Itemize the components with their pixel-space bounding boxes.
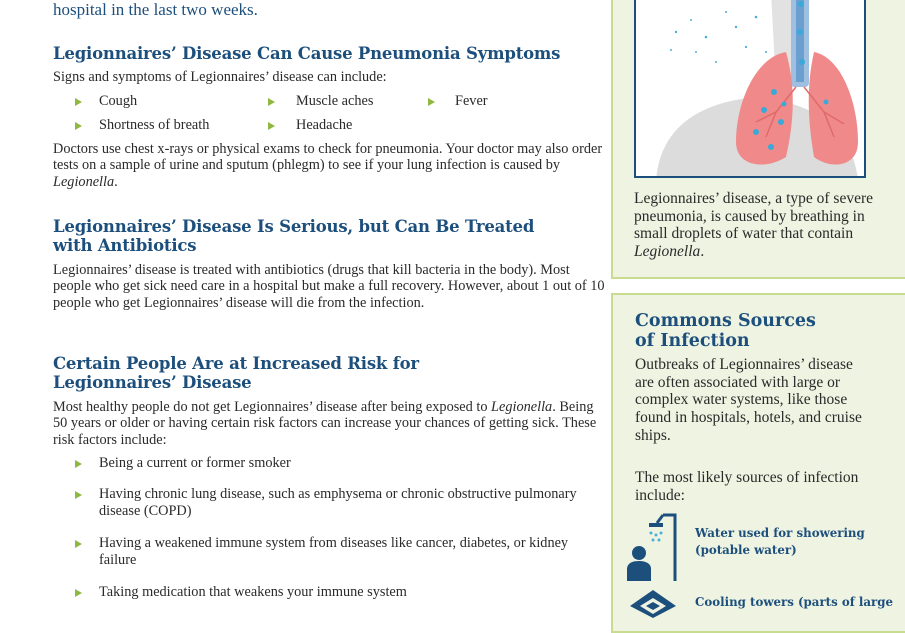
bullet-arrow-icon: [75, 122, 82, 130]
continued-text: hospital in the last two weeks.: [53, 0, 258, 19]
risk-factor-item: Being a current or former smoker: [99, 455, 291, 471]
bullet-arrow-icon: [75, 540, 82, 548]
symptom-item: Shortness of breath: [99, 117, 210, 133]
risk-factor-item: Having a weakened immune system from diseases like cancer, diabetes, or kidney failure: [99, 535, 569, 568]
heading-pneumonia: Legionnaires’ Disease Can Cause Pneumonia Symptoms: [53, 44, 561, 63]
treatment-paragraph: Legionnaires’ disease is treated with antibiotics (drugs that kill bacteria in the body). Most people who get sick need care in a hospital but make a full recovery. However, about 1 out of 10 people who get Legionnaires’ disease will die from the infection.: [53, 262, 605, 311]
bullet-arrow-icon: [268, 122, 275, 130]
sources-intro: The most likely sources of infection include:: [635, 469, 859, 504]
bullet-arrow-icon: [75, 460, 82, 468]
diagnosis-paragraph: Doctors use chest x-rays or physical exams to check for pneumonia. Your doctor may also order tests on a sample of urine and sputum (phlegm) to see if your lung infection is caused by Legionella.: [53, 141, 603, 190]
bullet-arrow-icon: [75, 491, 82, 499]
heading-treatment: Legionnaires’ Disease Is Serious, but Can Be Treated with Antibiotics: [53, 217, 535, 255]
illustration-caption: Legionnaires’ disease, a type of severe pneumonia, is caused by breathing in small droplets of water that contain Legionella.: [634, 190, 873, 261]
heading-risk: Certain People Are at Increased Risk for Legionnaires’ Disease: [53, 354, 419, 392]
cooling-tower-icon: [628, 588, 678, 618]
source-label: Water used for showering (potable water): [695, 526, 865, 557]
symptom-item: Muscle aches: [296, 93, 374, 109]
shower-icon: [625, 513, 677, 583]
bullet-arrow-icon: [268, 98, 275, 106]
symptom-item: Cough: [99, 93, 138, 109]
bullet-arrow-icon: [428, 98, 435, 106]
bullet-arrow-icon: [75, 98, 82, 106]
lungs-icon: [636, 0, 866, 178]
source-label: Cooling towers (parts of large: [695, 595, 893, 609]
sources-heading: Commons Sources of Infection: [635, 311, 816, 351]
risk-paragraph: Most healthy people do not get Legionnaires’ disease after being exposed to Legionella. Being 50 years or older or having certain risk factors can increase your chances of getting sick. These risk factors include:: [53, 399, 597, 448]
lung-illustration: [634, 0, 866, 178]
symptom-item: Fever: [455, 93, 488, 109]
bullet-arrow-icon: [75, 589, 82, 597]
symptom-item: Headache: [296, 117, 353, 133]
risk-factor-item: Having chronic lung disease, such as emphysema or chronic obstructive pulmonary disease (COPD): [99, 486, 577, 519]
risk-factor-item: Taking medication that weakens your immune system: [99, 584, 407, 600]
sources-paragraph: Outbreaks of Legionnaires’ disease are often associated with large or complex water systems, like those found in hospitals, hotels, and cruise ships.: [635, 356, 862, 444]
symptoms-intro: Signs and symptoms of Legionnaires’ disease can include:: [53, 69, 387, 85]
